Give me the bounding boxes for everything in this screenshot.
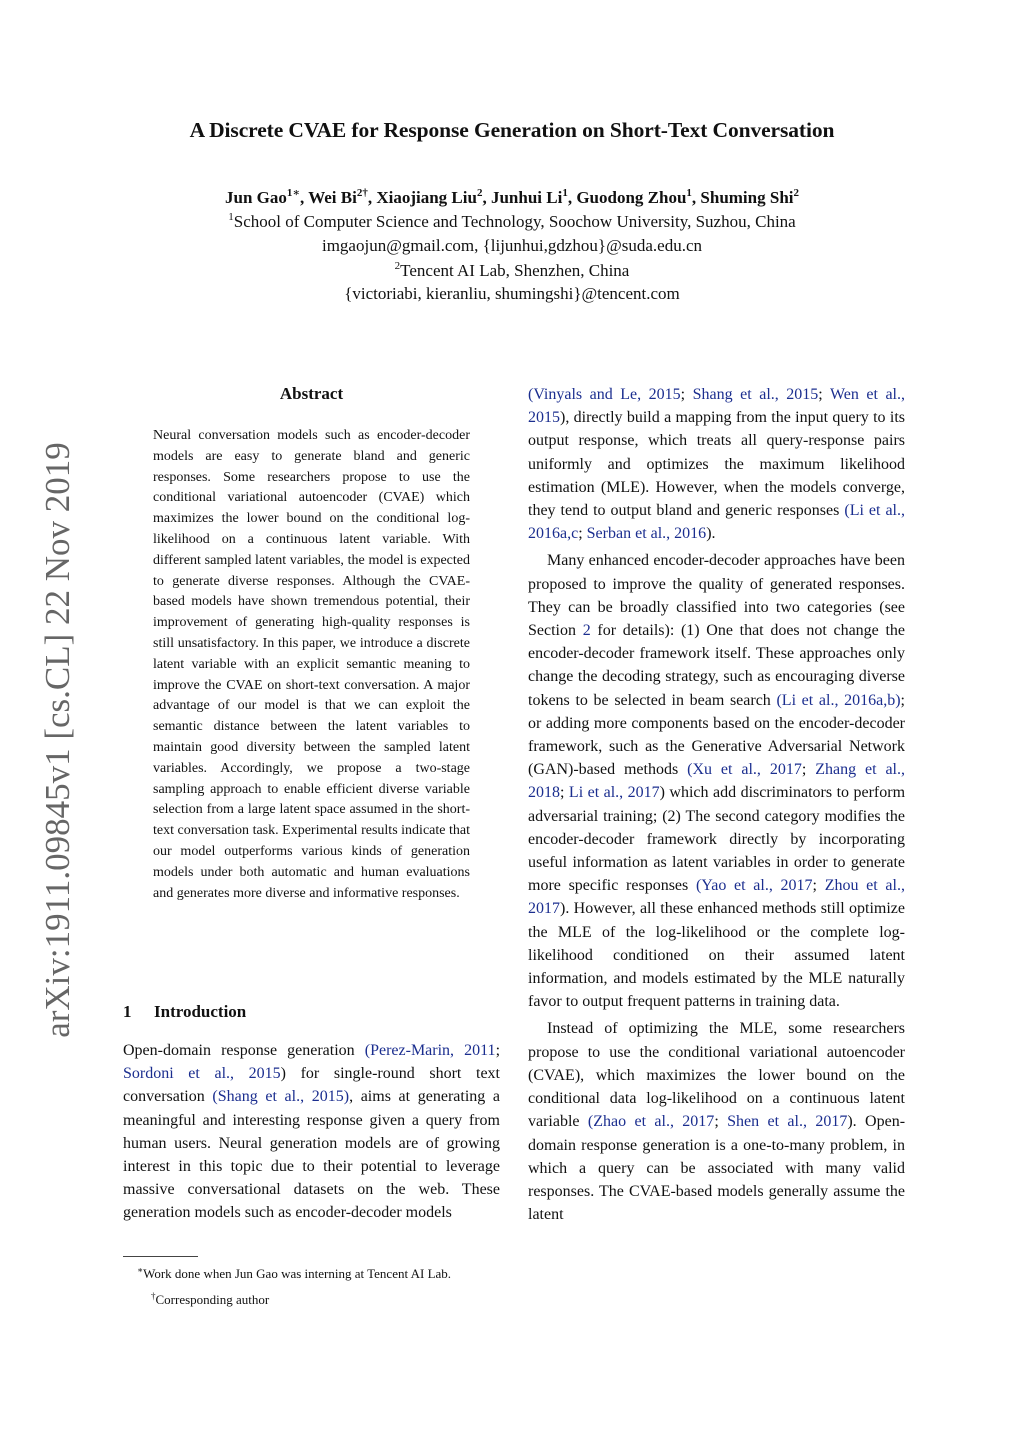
citation-link[interactable]: Li et al., 2017 bbox=[568, 784, 660, 802]
footnotes bbox=[123, 1262, 500, 1308]
citation-link[interactable]: (Perez-Marin, 2011 bbox=[364, 1042, 496, 1059]
footnote-rule bbox=[123, 1256, 198, 1257]
affiliation-1: $^1$School of Computer Science and Technology, Soochow University, Suzhou, China bbox=[228, 211, 796, 231]
author-list: Jun Gao$^{1∗}$, Wei $Bi^{2\dagger}$, Xiaojiang Liu$^2$, Junhui Li$^1$, Guodong Zhou$^1$, Shuming Shi$^2$ bbox=[224, 187, 799, 207]
author: Shuming Shi$^2$ bbox=[700, 187, 799, 207]
right-column-body bbox=[528, 383, 905, 1323]
left-column-body bbox=[123, 1039, 500, 1249]
citation-link[interactable]: 2 bbox=[582, 622, 591, 640]
citation-link[interactable]: Sordoni et al., 2015 bbox=[123, 1065, 281, 1083]
paper-title: A Discrete CVAE for Response Generation on Short-Text Conversation bbox=[189, 118, 835, 142]
citation-link[interactable]: (Zhao et al., 2017 bbox=[587, 1113, 715, 1131]
emails-1: imgaojun@gmail.com, {lijunhui,gdzhou}@suda.edu.cn bbox=[321, 236, 703, 255]
citation-link[interactable]: Wen et al., 2015 bbox=[528, 386, 905, 427]
citation-link[interactable]: (Li et al., 2016a,b) bbox=[776, 691, 901, 709]
citation-link[interactable]: (Yao et al., 2017 bbox=[695, 877, 813, 895]
footnote: †Corresponding author bbox=[151, 1291, 270, 1307]
citation-link[interactable]: Zhou et al., 2017 bbox=[528, 877, 905, 918]
intro-paragraph-3: Instead of optimizing the MLE, some researchers propose to use the conditional variational autoencoder (CVAE), which maximizes the lower bound on the conditional data log-likelihood on a continuous latent variable (Zhao et al., 2017; Shen et al., 2017). Open-domain response generation is a one-to-many problem, in which a query can be associated with many valid responses. The CVAE-based models generally assume the latent bbox=[528, 1020, 906, 1224]
citation-link[interactable]: (Vinyals and Le, 2015 bbox=[528, 386, 681, 403]
citation-link[interactable]: Zhang et al., 2018 bbox=[528, 761, 905, 802]
abstract-text: Neural conversation models such as encoder-decoder models are easy to generate bland and generic responses. Some researchers propose to use the conditional variational autoencoder (CVAE) which maximizes the lower bound on the conditional log-likelihood on a continuous latent variable. With different sampled latent variables, the model is expected to generate diverse responses. Although the CVAE-based models have shown tremendous potential, their improvement of generating high-quality responses is still unsatisfactory. In this paper, we introduce a discrete latent variable with an explicit semantic meaning to improve the CVAE on short-text conversation. A major advantage of our model is that we can exploit the semantic distance between the latent variables to maintain good diversity between the sampled latent variables. Accordingly, we propose a two-stage sampling approach to enable efficient diverse variable selection from a large latent space assumed in the short-text conversation task. Experimental results indicate that our model outperforms various kinds of generation models under both automatic and human evaluations and generates more diverse and informative responses. bbox=[153, 428, 470, 901]
citation-link[interactable]: (Xu et al., 2017 bbox=[687, 761, 802, 779]
citation-link[interactable]: (Shang et al., 2015) bbox=[212, 1088, 350, 1106]
intro-paragraph-2: Many enhanced encoder-decoder approaches have been proposed to improve the quality of generated responses. They can be broadly classified into two categories (see Section 2 for details): (1) One that does not change the encoder-decoder framework itself. These approaches only change the decoding strategy, such as encouraging diverse tokens to be selected in beam search (Li et al., 2016a,b); or adding more components based on the encoder-decoder framework, such as the Generative Adversarial Network (GAN)-based methods (Xu et al., 2017; Zhang et al., 2018; Li et al., 2017) which add discriminators to perform adversarial training; (2) The second category modifies the encoder-decoder framework directly by incorporating useful information as latent variables in order to generate more specific responses (Yao et al., 2017; Zhou et al., 2017). However, all these enhanced methods still optimize the MLE of the log-likelihood or the complete log-likelihood conditioned on their assumed latent information, and models estimated by the MLE naturally favor to output frequent patterns in training data. bbox=[528, 552, 906, 1011]
author: Junhui Li$^1$ bbox=[490, 187, 568, 207]
author: Xiaojiang Liu$^2$ bbox=[376, 187, 483, 207]
citation-link[interactable]: Serban et al., 2016 bbox=[586, 525, 707, 543]
section-heading-introduction: 1 Introduction bbox=[123, 1002, 247, 1021]
footnote: ∗Work done when Jun Gao was interning at Tencent AI Lab. bbox=[137, 1265, 452, 1281]
intro-paragraph-1-continued: (Vinyals and Le, 2015; Shang et al., 2015; Wen et al., 2015), directly build a mapping from the input query to its output response, which treats all query-response pairs uniformly and optimizes the maximum likelihood estimation (MLE). However, when the models converge, they tend to output bland and generic responses (Li et al., 2016a,c; Serban et al., 2016). bbox=[528, 386, 905, 543]
author: Guodong Zhou$^1$ bbox=[576, 187, 692, 207]
intro-paragraph-1: Open-domain response generation (Perez-Marin, 2011; Sordoni et al., 2015) for single-round short text conversation (Shang et al., 2015), aims at generating a meaningful and interesting response given a query from human users. Neural generation models are of growing interest in this topic due to their potential to leverage massive conversational datasets on the web. These generation models such as encoder-decoder models bbox=[123, 1042, 501, 1222]
abstract-heading: Abstract bbox=[279, 384, 344, 403]
arxiv-stamp: arXiv:1911.09845v1 [cs.CL] 22 Nov 2019 bbox=[38, 442, 77, 1038]
citation-link[interactable]: (Li et al., 2016a,c bbox=[528, 502, 905, 543]
emails-2: {victoriabi, kieranliu, shumingshi}@tencent.com bbox=[344, 284, 680, 303]
author: Wei $Bi^{2\dagger}$ bbox=[308, 187, 368, 207]
citation-link[interactable]: Shang et al., 2015 bbox=[692, 386, 819, 403]
affiliation-2: $^2$Tencent AI Lab, Shenzhen, China bbox=[394, 260, 630, 280]
citation-link[interactable]: Shen et al., 2017 bbox=[727, 1113, 848, 1131]
author: Jun Gao$^{1∗}$ bbox=[224, 187, 300, 207]
